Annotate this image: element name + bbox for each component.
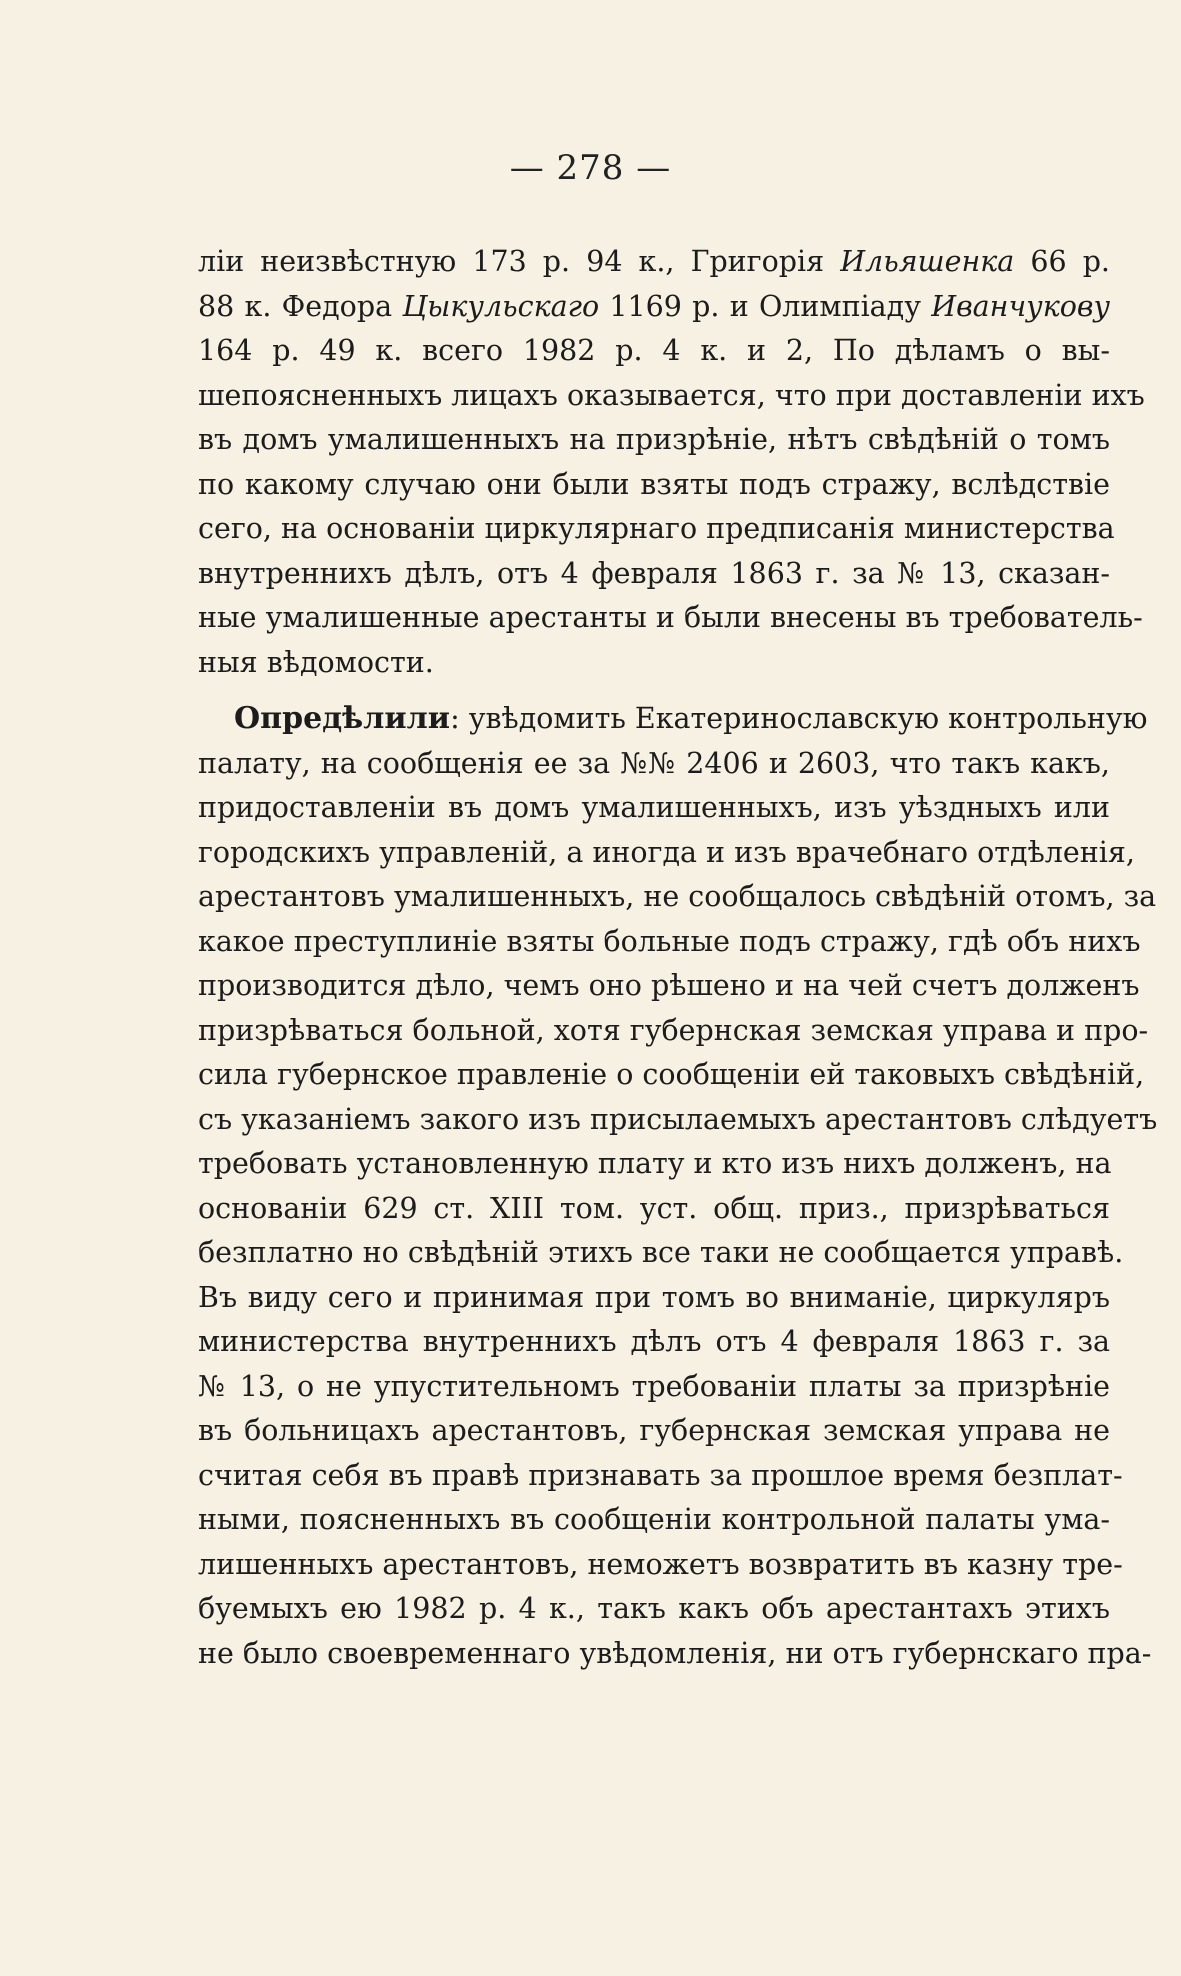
text-line: придоставленiи въ домъ умалишенныхъ, изъ уѣздныхъ или [198,791,1110,824]
text-line: производится дѣло, чемъ оно рѣшено и на чей счетъ долженъ [198,969,1140,1002]
text-line: 88 к. Федора Цыкульскаго 1169 р. и Олимпiаду Иванчукову [198,289,1110,323]
text-line: основанiи 629 ст. XIII том. уст. общ. приз., призрѣваться [198,1191,1110,1225]
italic-name: Цыкульскаго [402,289,600,323]
text-line: городскихъ управленiй, а иногда и изъ врачебнаго отдѣленiя, [198,835,1135,869]
text-line: призрѣваться больной, хотя губернская земская управа и про- [198,1013,1149,1047]
text-line: лишенныхъ арестантовъ, неможетъ возвратить въ казну тре- [198,1547,1123,1581]
text-line: по какому случаю они были взяты подъ стражу, вслѣдствiе [198,467,1110,501]
text-line: какое преступлинiе взяты больные подъ стражу, гдѣ объ нихъ [198,924,1141,958]
text-line: лiи неизвѣстную 173 р. 94 к., Григорiя Ильяшенка 66 р. [198,245,1110,278]
text-line: не было своевременнаго увѣдомленiя, ни отъ губернскаго пра- [198,1636,1152,1670]
text-line: арестантовъ умалишенныхъ, не сообщалось свѣдѣнiй отомъ, за [198,880,1157,913]
text-line: ными, поясненныхъ въ сообщенiи контрольной палаты ума- [198,1503,1110,1536]
page-number: — 278 — [509,148,672,188]
text-line: сила губернское правленiе о сообщенiи ей таковыхъ свѣдѣнiй, [198,1058,1145,1091]
text-line: Опредѣлили: увѣдомить Екатеринославскую контрольную [234,701,1148,736]
text-line: сего, на основанiи циркулярнаго предписанiя министерства [198,512,1115,545]
text-line: съ указанiемъ закого изъ присылаемыхъ арестантовъ слѣдуетъ [198,1102,1158,1136]
text-line: № 13, о не упустительномъ требованiи платы за призрѣнiе [198,1369,1110,1403]
text-line: ныя вѣдомости. [198,645,434,679]
text-line: министерства внутреннихъ дѣлъ отъ 4 февраля 1863 г. за [198,1325,1110,1358]
italic-name: Иванчукову [931,289,1110,323]
text-line: внутреннихъ дѣлъ, отъ 4 февраля 1863 г. за № 13, сказан- [198,556,1110,590]
text-line: въ больницахъ арестантовъ, губернская земская управа не [198,1414,1110,1447]
resolution-heading: Опредѣлили [234,701,451,736]
text-line: требовать установленную плату и кто изъ нихъ долженъ, на [198,1147,1112,1180]
text-line: безплатно но свѣдѣнiй этихъ все таки не сообщается управѣ. [198,1236,1124,1269]
text-line: въ домъ умалишенныхъ на призрѣнiе, нѣтъ свѣдѣнiй о томъ [198,423,1110,456]
text-line: Въ виду сего и принимая при томъ во вниманiе, циркуляръ [198,1280,1110,1314]
text-line: палату, на сообщенiя ее за №№ 2406 и 2603, что такъ какъ, [198,746,1110,780]
text-line: 164 р. 49 к. всего 1982 р. 4 к. и 2, По дѣламъ о вы- [198,334,1110,367]
text-line: шепоясненныхъ лицахъ оказывается, что при доставленiи ихъ [198,378,1145,412]
text-line: считая себя въ правѣ признавать за прошлое время безплат- [198,1458,1123,1492]
text-line: буемыхъ ею 1982 р. 4 к., такъ какъ объ арестантахъ этихъ [198,1592,1110,1625]
text-line: ные умалишенные арестанты и были внесены въ требователь- [198,601,1143,634]
italic-name: Ильяшенка [840,245,1015,278]
paragraph-2 [198,697,1158,1676]
paragraph-1 [198,240,1145,685]
